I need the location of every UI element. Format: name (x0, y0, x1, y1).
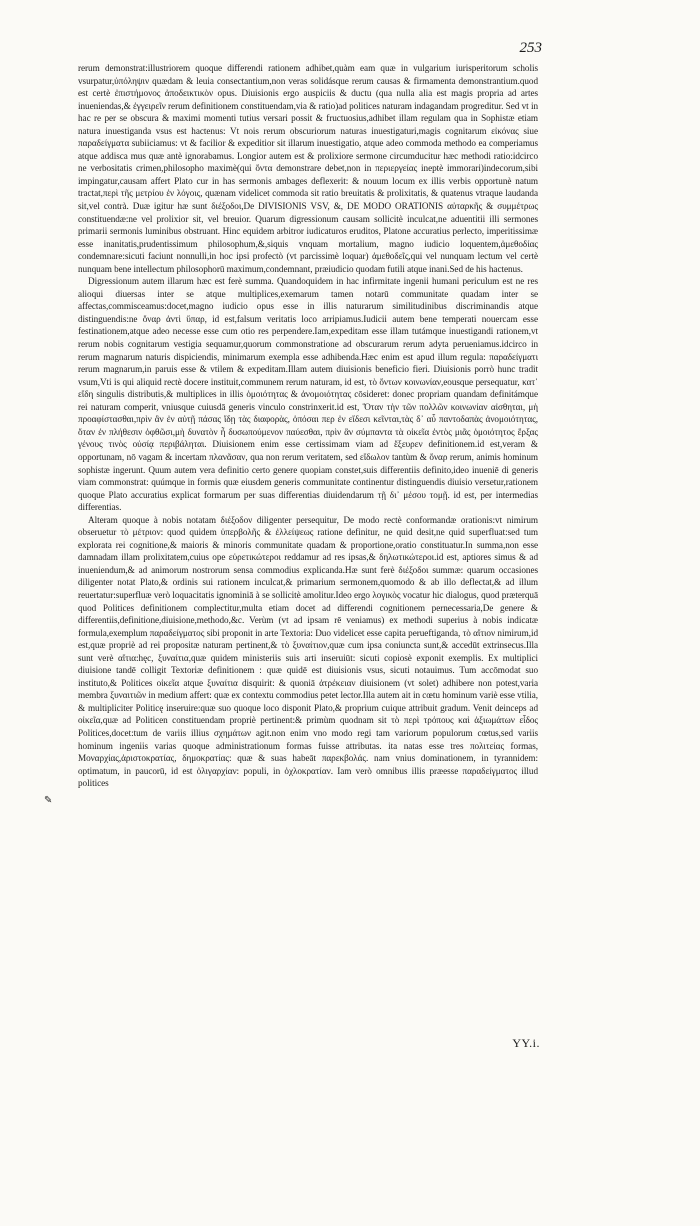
paragraph-3: Alteram quoque à nobis notatam διέξοδον diligenter persequitur, De modo rectè conformandæ orationis:vt nimirum obseruetur τὸ μέτριον: quod quidem ὑπερβολῆς & ἐλλείψεως ratione definitur, ne quid desit,ne quid superfluat:sed tum explorata rei cognitione,& maioris & minoris communitate quadam & proportione,oratio constituatur.In summa,non esse damnadam illam prolixitatem,cuius ope εὑρετικώτεροι reddamur ad res ipsas,& δηλωτικώτεροι.id est, aptiores simus & ad inueniendum,& ad animorum nostrorum sensa commodius explicanda.Hæ sunt ferè διέξοδοι summæ: quarum occasiones diligenter notat Plato,& ordinis sui rationem inculcat,& primarium sermonem,quomodo & ab illo deflectat,& ad illum reuertatur:superfluæ verò loquacitatis ignominiā à se sollicitè amolitur.Ideo ergo λογικὸς vocatur hic dialogus, quod præterquā quod Politices definitionem complectitur,multa etiam docet ad differendi cognitionem pernecessaria,De genere & differentiis,definitione,diuisione,methodo,&c. Verùm (vt ad ipsam rē veniamus) ex methodi superius à nobis indicatæ formula,exemplum παραδείγματος sibi proponit in arte Textoria: Duo videlicet esse capita perueftiganda, τὸ αἴτιον nimirum,id est,quæ propriè ad rei propositæ naturam pertinent,& τὸ ξυναίτιον,quæ cum ipsa coniuncta sunt,& accedūt extrinsecus.Illa sunt verè αἴτια:hęc, ξυναίτια,quæ quidem ministeriis suis arti inseruiūt: sicuti copiosè exponit exemplis. Ex multiplici diuisione tandē colligit Textoriæ definitionem : quæ quidē est diuisionis vsus, sicuti notauimus. Tum accōmodat suo instituto,& Politices οἰκεῖα atque ξυναίτια disquirit: & quoniā ἀτρέκειαν diuisionem (vt solet) adhibere non potest,varia membra ξυναιτιῶν in medium affert: quæ ex contextu commodius petet lector.Illa autem ait in cœtu hominum variè esse vtilia, & multipliciter Politicę inseruire:quæ suo quoque loco disponit Plato,& proprium cuique attribuit gradum. Venit deinceps ad οἰκεῖα,quæ ad Politicen constituendam propriè pertinent:& primùm quodnam sit τὸ περὶ τρόπους καὶ ἀξιωμάτων εἶδος Politices,docet:tum de variis illius σχημάτων agit.non enim vno modo regi tam variorum populorum cœtus,sed variis hominum ingeniis varias quoque administrationum formas fuisse attributas. ita natas esse tres πολιτείας formas, Μοναρχίας,ἀριστοκρατίας, δημοκρατίας: quæ & suas habeāt παρεκβολάς. nam vnius dominationem, in tyrannidem: optimatum, in paucorū, id est ὀλιγαρχίαν: populi, in ὀχλοκρατίαν. Iam verò omnibus illis præesse παραδείγματος illud politices (78, 514, 538, 789)
body-text (78, 62, 538, 790)
paragraph-2: Digressionum autem illarum hæc est ferè summa. Quandoquidem in hac infirmitate ingenii humani periculum est ne res alioqui diuersas inter se atque multiplices,exemarum tamen notarū communitate quadam inter se affectas,commisceamus:docet,magno iudicio opus esse in illis naturarum similitudinibus discriminandis atque distinguendis:ne ὄναρ ἀντὶ ὕπαρ, id est,falsum veritatis loco arripiamus.Iudicii autem bene temperati nouercam esse festinationem,atque adeo necesse esse cum otio res perpendere.Iam,expeditam esse illam tutámque inuestigandi rationem,vt rerum nobis cognitarum vestigia sequamur,quorum commonstratione ad obscurarum rerum adyta perueniamus.idcirco in rerum magnarum naturis dispiciendis, minimarum exempla esse adhibenda.Hæc enim est apud illum regula: παραδείγματι rerum magnarum,in paruis esse & vtilem & expeditam.Illam autem diuisionis beneficio fieri. Diuisionis porrò hunc tradit vsum,Vti is qui aliquid rectè docere instituit,communem rerum naturam, id est, τὸ ὄντων κοινωνίαν,eousque persequatur, κατ᾽ εἴδη singulis distributis,& multiplices in illis ὁμοιότητας & ἀνομοιότητας cōsideret: donec propriam quandam definitámque rei naturam comperit, vniusque cuiusdā generis vinculo constrinxerit.id est, Ὅταν τὴν τῶν πολλῶν κοινωνίαν αἰσθηται, μὴ προαφίστασθαι,πρὶν ἂν ἐν αὐτῇ πάσας ἴδῃ τὰς διαφορὰς, ὁπόσαι περ ἐν εἴδεσι κεῖνται,τὰς δ᾽ αὖ παντοδαπὰς ἀνομοιότητας, ὅταν ἐν πλήθεσιν ὀφθῶσι,μὴ δυνατὸν ἦ δυσωπούμενον παύεσθαι, πρὶν ἂν σύμπαντα τὰ οἰκεῖα ἐντὸς μιᾶς ὁμοιότητος ἕρξας γένους τινὸς οὐσίᾳ περιβάληται. Diuisionem enim esse certissimam viam ad ἔξευρεν definitionem.id est,veram & opportunam, nō vagam & incertam πλανᾶσαν, qua non rerum veritatem, sed εἴδωλον tantùm & ὄναρ rerum, animis hominum sophistæ ingerunt. Quum autem vera definitio certo genere quopiam constet,suis differentiis definito,ideo inueniē di generis viam commonstrat: quúmque in formis quæ eiusdem generis communitate continentur distinguendis diuisio versetur,rationem quoque Plato accuratius explicat formarum per suas differentias diuidendarum τῇ δι᾽ μέσου τομῇ. id est, per intermedias differentias. (78, 276, 538, 513)
page-number: 253 (519, 40, 542, 56)
paragraph-1: rerum demonstrat:illustriorem quoque differendi rationem adhibet,quàm eam quæ in vulgarium iurisperitorum scholis vsurpatur,ὑπόληψιν quædam & leuia consectantium,non veras solidásque rerum causas & firmamenta demonstrantium.quod est certè ἐπιστήμονος ἀποδεικτικὸν opus. Diuisionis ergo auspiciis & ductu (qua nulla alia est magis propria ad artes inueniendas,& ἐγγειρεῖν rerum definitionem constituendam,via & ratio)ad politices naturam indagandam progreditur. Sed vt in hac re per se obscura & maximi momenti tutius versari possit & fructuosius,adhibet illam regulam qua in Sophistæ etiam natura inuestiganda vsus est hactenus: Vt nois rerum obscuriorum naturas inuestigaturi,magis cognitarum εἰκόνας siue παραδείγματα subiiciamus: vt & facilior & expeditior sit illarum inuestigatio, atque adeo commoda methodo ea comperiamus atque addisca mus quæ antè ignorabamus. Longior autem est & prolixiore sermone circumducitur hæc methodi ratio:idcirco ne verbositatis crimen,philosopho maximè(qui ὄντα demonstrare debet,non in περιεργείας ineptè immorari)indecorum,sibi impingatur,causam affert Plato cur in has sermonis ambages deflexerit: & nouum locum ex illis verbis opportunè natum tractat,περὶ τῆς μετρίου ἐν λόγοις, quænam videlicet commoda sit ratio breuitatis & prolixitatis, & quatenus vtraque laudanda sit,vel contrà. Duæ igitur hæ sunt διέξοδοι,De DIVISIONIS VSV, &, DE MODO ORATIONIS αὐταρκῆς & συμμέτρως constituendæ:ne vel prolixior sit, vel breuior. Quarum digressionum causam sollicitè inculcat,ne aduentitii illi sermones primarii sermonis luminibus obstruant. Hinc equidem arbitror iudicaturos eruditos, Platone accuratius perlecto, imperitissimæ esse inanitatis,prudentissimum philosophum,&,siquis vnquam mortalium, magno iudicio loquentem,ἀμεθοδίας condemnare:sicuti faciunt nonnulli,in hoc ipsi profectò (vt parcissimè loquar) ἀμεθοδεῖς,qui vel nunquam lectum vel certè nunquam bene intellectum philosophorū maximum,condemnant, præiudicio quodam futili atque inani.Sed de his hactenus. (78, 63, 538, 274)
signature-mark: YY.i. (512, 1036, 540, 1050)
margin-pointing-hand-icon: ✎ (44, 795, 53, 806)
